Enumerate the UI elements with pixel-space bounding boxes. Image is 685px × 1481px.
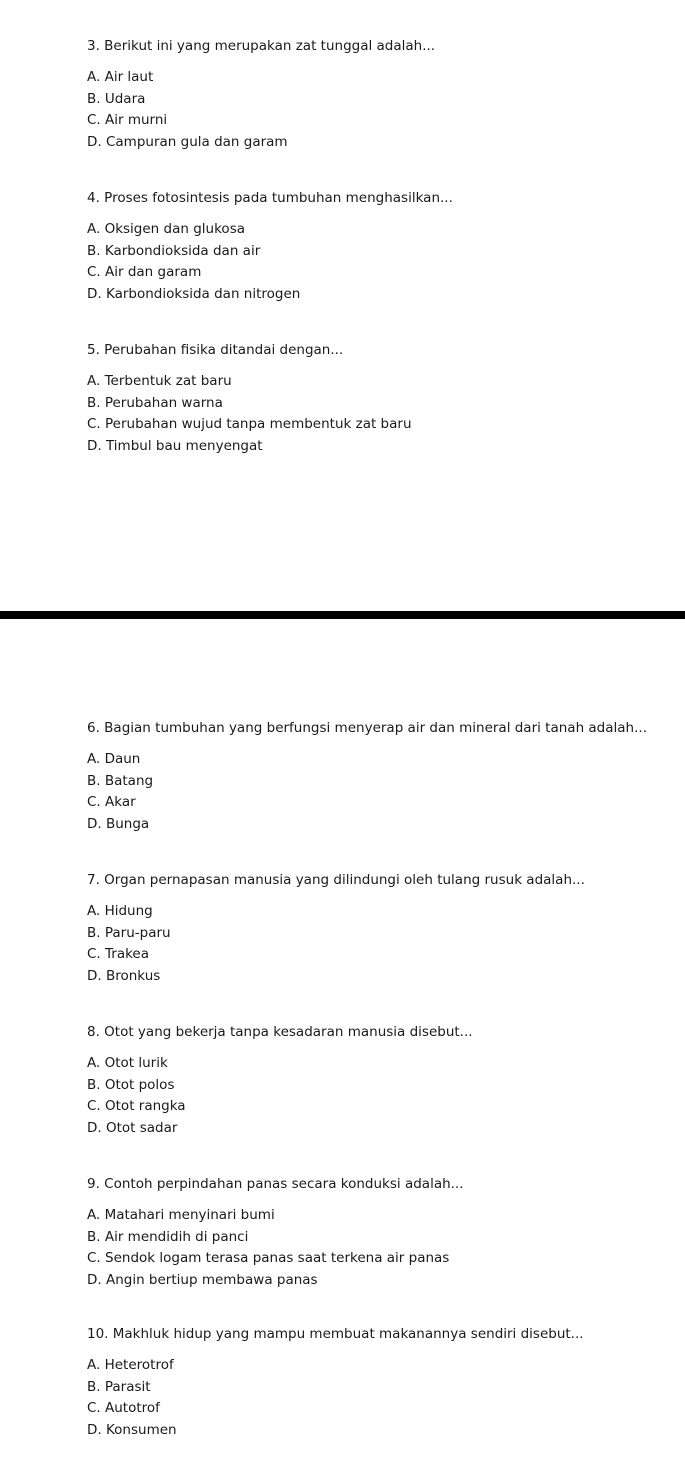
option-c: C. Sendok logam terasa panas saat terkena air panas <box>87 1250 450 1267</box>
option-list <box>87 371 677 458</box>
option-c: C. Autotrof <box>87 1400 160 1417</box>
option-c: C. Otot rangka <box>87 1098 186 1115</box>
question-8 <box>87 1023 677 1140</box>
option-b: B. Perubahan warna <box>87 394 223 411</box>
option-list <box>87 67 677 154</box>
option-b: B. Udara <box>87 90 146 107</box>
option-list <box>87 1053 677 1140</box>
question-3 <box>87 37 677 154</box>
option-d: D. Bunga <box>87 816 150 833</box>
option-d: D. Timbul bau menyengat <box>87 438 263 455</box>
option-a: A. Terbentuk zat baru <box>87 373 232 389</box>
question-text: 7. Organ pernapasan manusia yang dilindungi oleh tulang rusuk adalah... <box>87 872 585 888</box>
question-5 <box>87 341 677 458</box>
question-text: 5. Perubahan fisika ditandai dengan... <box>87 342 344 358</box>
option-b: B. Paru-paru <box>87 924 171 941</box>
option-a: A. Heterotrof <box>87 1357 174 1373</box>
question-text: 4. Proses fotosintesis pada tumbuhan menghasilkan... <box>87 190 453 206</box>
option-a: A. Oksigen dan glukosa <box>87 221 245 237</box>
question-text: 6. Bagian tumbuhan yang berfungsi menyerap air dan mineral dari tanah adalah... <box>87 720 647 736</box>
option-c: C. Air dan garam <box>87 264 202 281</box>
option-c: C. Akar <box>87 794 136 811</box>
option-d: D. Otot sadar <box>87 1120 178 1137</box>
option-a: A. Air laut <box>87 69 154 85</box>
question-4 <box>87 189 677 306</box>
option-b: B. Batang <box>87 772 154 789</box>
page-divider <box>0 611 685 619</box>
option-b: B. Parasit <box>87 1378 151 1395</box>
option-list <box>87 901 677 988</box>
option-c: C. Trakea <box>87 946 150 963</box>
question-10 <box>87 1325 677 1442</box>
option-b: B. Air mendidih di panci <box>87 1228 249 1245</box>
option-list <box>87 219 677 306</box>
option-c: C. Air murni <box>87 112 168 129</box>
option-b: B. Otot polos <box>87 1076 175 1093</box>
option-a: A. Matahari menyinari bumi <box>87 1207 275 1223</box>
option-d: D. Angin bertiup membawa panas <box>87 1272 318 1289</box>
option-d: D. Konsumen <box>87 1422 177 1439</box>
option-d: D. Bronkus <box>87 968 161 985</box>
question-6 <box>87 719 677 836</box>
question-9 <box>87 1175 677 1292</box>
question-text: 10. Makhluk hidup yang mampu membuat makanannya sendiri disebut... <box>87 1326 584 1342</box>
question-text: 8. Otot yang bekerja tanpa kesadaran manusia disebut... <box>87 1024 473 1040</box>
option-d: D. Campuran gula dan garam <box>87 134 288 151</box>
question-text: 9. Contoh perpindahan panas secara konduksi adalah... <box>87 1176 464 1192</box>
option-a: A. Daun <box>87 751 141 767</box>
option-list <box>87 1205 677 1292</box>
question-7 <box>87 871 677 988</box>
option-list <box>87 1355 677 1442</box>
option-c: C. Perubahan wujud tanpa membentuk zat baru <box>87 416 412 433</box>
option-list <box>87 749 677 836</box>
option-a: A. Otot lurik <box>87 1055 168 1071</box>
option-a: A. Hidung <box>87 903 153 919</box>
option-d: D. Karbondioksida dan nitrogen <box>87 286 301 303</box>
question-text: 3. Berikut ini yang merupakan zat tunggal adalah... <box>87 38 436 54</box>
option-b: B. Karbondioksida dan air <box>87 242 261 259</box>
